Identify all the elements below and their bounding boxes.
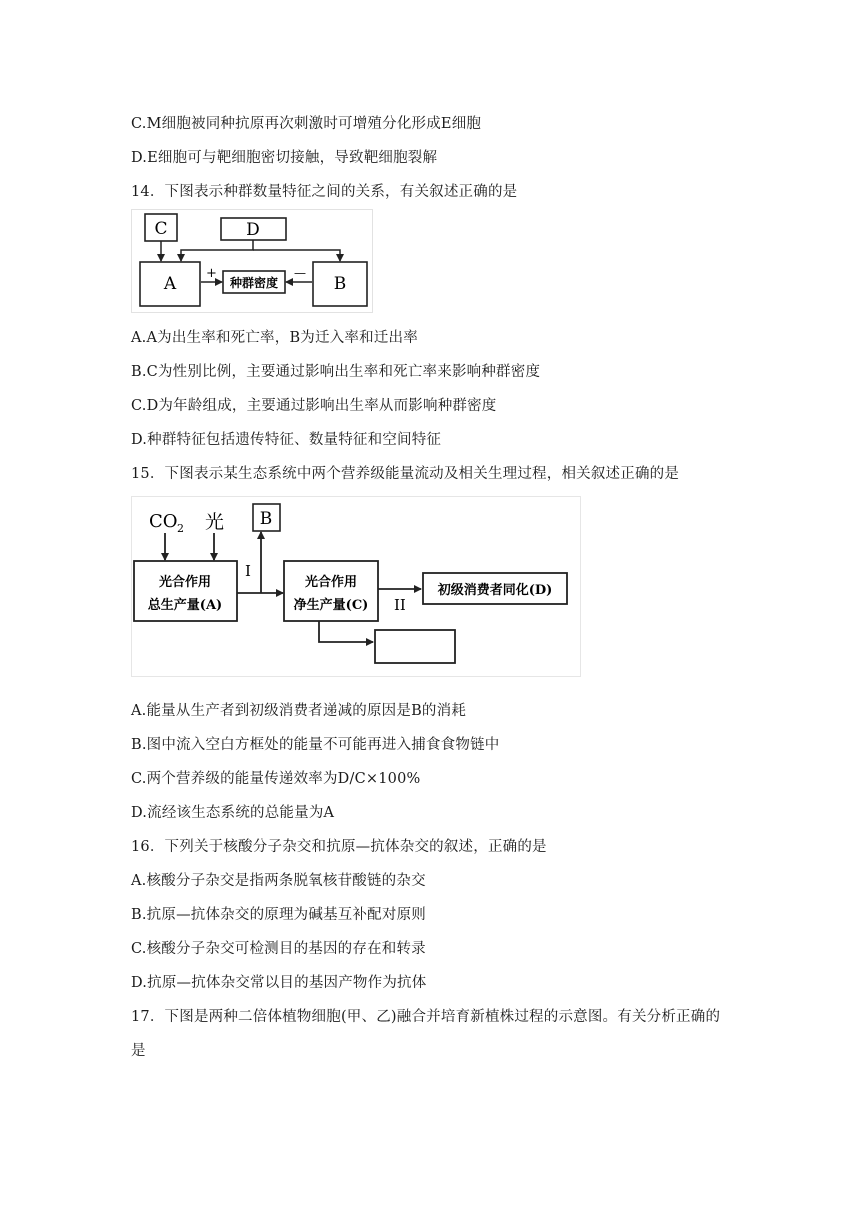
box-a-label: A: [163, 274, 177, 294]
box-c-label: C: [154, 219, 168, 239]
box-d-label: 初级消费者同化(D): [437, 583, 553, 598]
q16-option-a: A.核酸分子杂交是指两条脱氧核苷酸链的杂交: [131, 873, 426, 889]
co2-subscript: 2: [177, 522, 184, 535]
box-c-line1: 光合作用: [304, 575, 358, 590]
q13-option-d: D.E细胞可与靶细胞密切接触，导致靶细胞裂解: [131, 150, 438, 166]
plus-sign: +: [206, 266, 217, 281]
q16-stem: 16．下列关于核酸分子杂交和抗原—抗体杂交的叙述，正确的是: [131, 839, 547, 855]
q14-option-a: A.A为出生率和死亡率，B为迁入率和迁出率: [131, 330, 418, 346]
box-c-line2: 净生产量(C): [293, 598, 369, 613]
box-a-line1: 光合作用: [158, 575, 212, 590]
q15-option-c: C.两个营养级的能量传递效率为D/C×100%: [131, 771, 421, 787]
q15-option-b: B.图中流入空白方框处的能量不可能再进入捕食食物链中: [131, 737, 500, 753]
q15-option-a: A.能量从生产者到初级消费者递减的原因是B的消耗: [131, 703, 467, 719]
box-b-label: B: [259, 509, 273, 529]
figure-14: [131, 209, 373, 317]
q15-option-d: D.流经该生态系统的总能量为A: [131, 805, 335, 821]
figure-15-diagram: [131, 496, 581, 677]
box-density-label: 种群密度: [229, 276, 279, 290]
box-a-line2: 总生产量(A): [147, 598, 223, 613]
q16-option-d: D.抗原—抗体杂交常以目的基因产物作为抗体: [131, 975, 427, 991]
figure-15: [131, 496, 581, 681]
co2-label: CO: [149, 511, 178, 532]
q14-stem: 14．下图表示种群数量特征之间的关系，有关叙述正确的是: [131, 184, 518, 200]
q13-option-c: C.M细胞被同种抗原再次刺激时可增殖分化形成E细胞: [131, 116, 482, 132]
label-i: I: [245, 562, 251, 580]
q15-stem: 15．下图表示某生态系统中两个营养级能量流动及相关生理过程，相关叙述正确的是: [131, 466, 680, 482]
q17-stem-line2: 是: [131, 1043, 146, 1059]
figure-14-diagram: [131, 209, 373, 313]
q16-option-c: C.核酸分子杂交可检测目的基因的存在和转录: [131, 941, 426, 957]
blank-box: [375, 630, 455, 663]
q14-option-b: B.C为性别比例，主要通过影响出生率和死亡率来影响种群密度: [131, 364, 541, 380]
q14-option-c: C.D为年龄组成，主要通过影响出生率从而影响种群密度: [131, 398, 497, 414]
box-b-label: B: [333, 274, 347, 294]
box-d-label: D: [246, 220, 260, 240]
q14-option-d: D.种群特征包括遗传特征、数量特征和空间特征: [131, 432, 442, 448]
light-label: 光: [205, 511, 225, 533]
label-ii: II: [394, 596, 406, 614]
minus-sign: —: [294, 266, 306, 280]
q16-option-b: B.抗原—抗体杂交的原理为碱基互补配对原则: [131, 907, 426, 923]
q17-stem-line1: 17．下图是两种二倍体植物细胞(甲、乙)融合并培育新植株过程的示意图。有关分析正确的: [131, 1009, 721, 1025]
